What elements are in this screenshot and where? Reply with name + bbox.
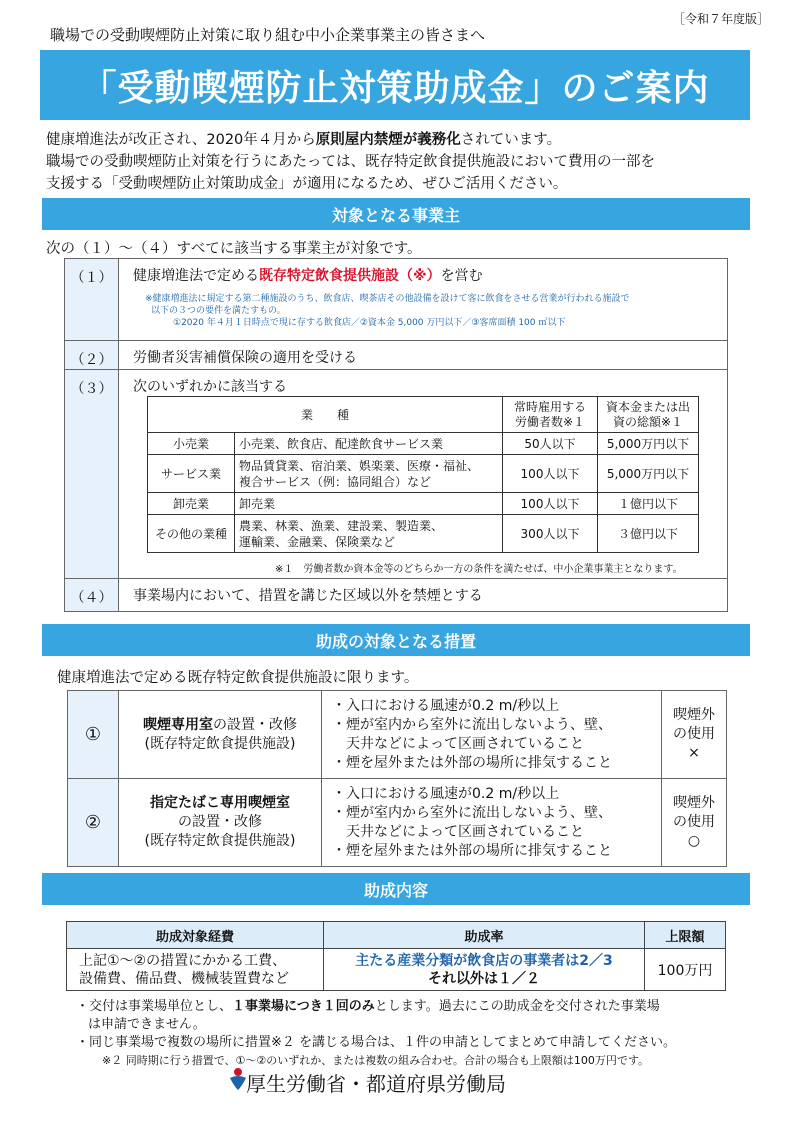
measure-other-use: 喫煙外 の使用 ○ — [662, 779, 727, 867]
measure-name: 喫煙専用室の設置・改修 (既存特定飲食提供施設) — [119, 691, 322, 779]
subsidy-head-cost: 助成対象経費 — [67, 922, 324, 949]
intro-line1-a: 健康増進法が改正され、2020年４月から — [46, 132, 316, 148]
measure-requirements: ・入口における風速が0.2 m/秒以上 ・煙が室内から室外に流出しないよう、壁、 天井などによって区画されていること ・煙を屋外または外部の場所に排気すること — [322, 691, 662, 779]
table-row — [68, 691, 727, 779]
measure-number: ① — [68, 691, 119, 779]
requirement-number: （３） — [65, 370, 119, 579]
table-row: サービス業 物品賃貸業、宿泊業、娯楽業、医療・福祉、 複合サービス（例：協同組合）など 100人以下 5,000万円以下 — [148, 455, 699, 493]
other-use-mark: × — [688, 745, 700, 761]
requirement-2 — [64, 340, 728, 371]
edition-label: ［令和７年度版］ — [672, 12, 769, 26]
req1-note1: ※健康増進法に規定する第二種施設のうち、飲食店、喫茶店その他設備を設けて客に飲食をさせる営業が行われる施設で — [145, 294, 630, 304]
table-row — [68, 779, 727, 867]
req1-highlight: 既存特定飲食提供施設（※） — [259, 268, 441, 284]
subsidy-limit: 100万円 — [645, 949, 726, 991]
section-heading-subsidy-content: 助成内容 — [42, 873, 750, 905]
req2-text: 労働者災害補償保険の適用を受ける — [133, 350, 357, 366]
req3-text: 次のいずれかに該当する — [133, 379, 287, 395]
business-size-table — [147, 396, 699, 553]
section1-lead: 次の（１）～（４）すべてに該当する事業主が対象です。 — [46, 241, 422, 257]
page-title: 「受動喫煙防止対策助成金」のご案内 — [40, 50, 750, 120]
biz-head-industry: 業 種 — [148, 397, 503, 433]
subsidy-notes: ・交付は事業場単位とし、１事業場につき１回のみとします。過去にこの助成金を交付された事業場 は申請できません。 ・同じ事業場で複数の場所に措置※２ を講じる場合は、１件の申請としてまとめて申請してください。 ※２ 同時期に行う措置で、①～②のいずれか、または複数の組み合わせ。合計の場合も上限額は100万円です。 — [76, 999, 677, 1067]
requirement-number: （１） — [65, 259, 119, 341]
subsidy-head-rate: 助成率 — [324, 922, 645, 949]
intro-line3: 支援する「受動喫煙防止対策助成金」が適用になるため、ぜひご活用ください。 — [46, 176, 568, 192]
requirement-4 — [64, 578, 728, 612]
req1-text-a: 健康増進法で定める — [133, 268, 259, 284]
measure-requirements: ・入口における風速が0.2 m/秒以上 ・煙が室内から室外に流出しないよう、壁、 天井などによって区画されていること ・煙を屋外または外部の場所に排気すること — [322, 779, 662, 867]
requirement-3 — [64, 369, 728, 580]
audience-line: 職場での受動喫煙防止対策に取り組む中小企業事業主の皆さまへ — [50, 26, 486, 44]
req4-text: 事業場内において、措置を講じた区域以外を禁煙とする — [133, 588, 483, 604]
biz-head-workers: 常時雇用する 労働者数※１ — [503, 397, 598, 433]
requirement-number: （４） — [65, 579, 119, 611]
intro-line1-c: されています。 — [460, 132, 562, 148]
measures-table — [67, 690, 727, 867]
intro-line2: 職場での受動喫煙防止対策を行うにあたっては、既存特定飲食提供施設において費用の一部を — [46, 154, 655, 170]
measure-name: 指定たばこ専用喫煙室 の設置・改修 (既存特定飲食提供施設) — [119, 779, 322, 867]
subsidy-cost: 上記①～②の措置にかかる工費、 設備費、備品費、機械装置費など — [67, 949, 324, 991]
subsidy-head-limit: 上限額 — [645, 922, 726, 949]
other-use-mark: ○ — [687, 833, 701, 849]
requirement-number: （２） — [65, 341, 119, 370]
table-row — [67, 949, 726, 991]
biz-head-capital: 資本金または出 資の総額※１ — [598, 397, 699, 433]
biz-table-footnote: ※１ 労働者数か資本金等のどちらか一方の条件を満たせば、中小企業事業主となります。 — [275, 564, 683, 575]
section-heading-eligible-employers: 対象となる事業主 — [42, 198, 750, 230]
subsidy-rate: 主たる産業分類が飲食店の事業者は2／3 それ以外は１／２ — [324, 949, 645, 991]
intro-text — [46, 129, 756, 195]
measure-other-use: 喫煙外 の使用 × — [662, 691, 727, 779]
table-row: 卸売業 卸売業 100人以下 １億円以下 — [148, 493, 699, 515]
section-heading-measures: 助成の対象となる措置 — [42, 624, 750, 656]
measure-number: ② — [68, 779, 119, 867]
req1-note2: 以下の３つの要件を満たすもの。 — [151, 306, 286, 316]
intro-line1-bold: 原則屋内禁煙が義務化 — [315, 132, 461, 148]
requirement-1 — [64, 258, 728, 342]
ministry-name: 厚生労働省・都道府県労働局 — [246, 1072, 506, 1096]
req1-text-c: を営む — [440, 268, 483, 284]
subsidy-table — [66, 921, 726, 991]
table-row: 小売業 小売業、飲食店、配達飲食サービス業 50人以下 5,000万円以下 — [148, 433, 699, 455]
table-row: その他の業種 農業、林業、漁業、建設業、製造業、 運輸業、金融業、保険業など 300人以下 ３億円以下 — [148, 515, 699, 553]
req1-note3: ①2020 年４月１日時点で現に存する飲食店／②資本金 5,000 万円以下／③客席面積 100 ㎡以下 — [173, 318, 566, 328]
section2-lead: 健康増進法で定める既存特定飲食提供施設に限ります。 — [57, 670, 419, 686]
